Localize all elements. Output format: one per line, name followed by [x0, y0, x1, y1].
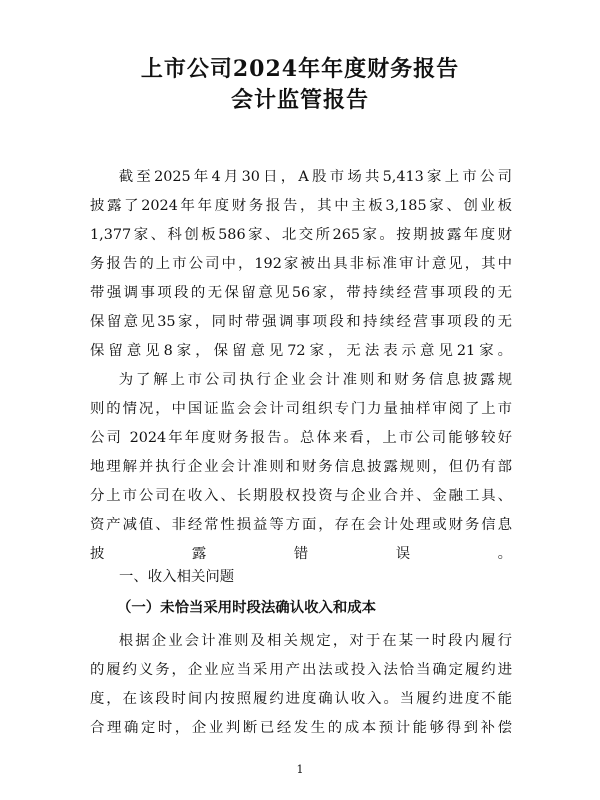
text-line: 为了解上市公司执行企业会计准则和财务信息披露规 — [118, 372, 512, 388]
text-line: 保留意见35家，同时带强调事项段和持续经营事项段的无 — [90, 314, 512, 330]
text-line: 地理解并执行企业会计准则和财务信息披露规则，但仍有部 — [90, 459, 512, 475]
text-line: 度，在该段时间内按照履约进度确认收入。当履约进度不能 — [90, 691, 512, 707]
text-line: 带强调事项段的无保留意见56家，带持续经营事项段的无 — [90, 285, 512, 301]
paragraph-revenue-rules — [90, 627, 512, 743]
text-line: 合理确定时，企业判断已经发生的成本预计能够得到补偿 — [90, 720, 512, 736]
text-line: 1,377家、科创板586家、北交所265家。按期披露年度财 — [90, 227, 512, 243]
text-line: 资产减值、非经常性损益等方面，存在会计处理或财务信息 — [90, 517, 512, 533]
section-heading: 一、收入相关问题 — [119, 569, 235, 585]
text-line: 分上市公司在收入、长期股权投资与企业合并、金融工具、 — [90, 488, 512, 504]
text-line: 根据企业会计准则及相关规定，对于在某一时段内履行 — [118, 633, 512, 649]
paragraph-overview — [90, 163, 512, 366]
text-line: 的履约义务，企业应当采用产出法或投入法恰当确定履约进 — [90, 662, 512, 678]
report-subtitle: 会计监管报告 — [230, 87, 369, 113]
text-line: 则的情况，中国证监会会计司组织专门力量抽样审阅了上市 — [90, 401, 512, 417]
report-title: 上市公司2024年年度财务报告 — [140, 56, 460, 82]
text-line: 截至2025年4月30日，A股市场共5,413家上市公司 — [118, 169, 512, 185]
page-number: 1 — [296, 763, 304, 776]
subsection-heading: （一）未恰当采用时段法确认收入和成本 — [117, 599, 377, 616]
text-line: 披露错误。 — [90, 546, 512, 562]
text-line: 务报告的上市公司中，192家被出具非标准审计意见，其中 — [90, 256, 512, 272]
text-line: 披露了2024年年度财务报告，其中主板3,185家、创业板 — [90, 198, 512, 214]
text-line: 保留意见8家，保留意见72家，无法表示意见21家。 — [90, 343, 512, 359]
text-line: 公司 2024年年度财务报告。总体来看，上市公司能够较好 — [90, 430, 512, 446]
paragraph-review-summary — [90, 366, 512, 569]
